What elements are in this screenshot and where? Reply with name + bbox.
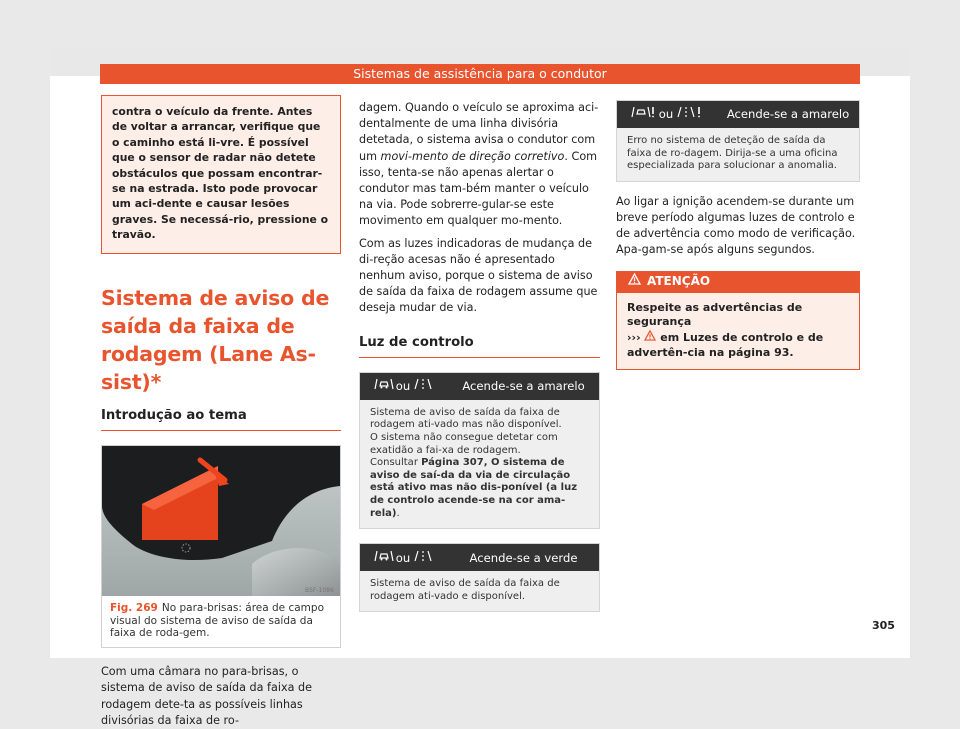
column-middle xyxy=(359,100,600,612)
reference-link[interactable]: Página 307, O sistema de aviso de saí-da da via de circulação está ativo mas não dis-ponível (a luz de controlo acende-se na cor ama-rela) xyxy=(370,457,578,519)
control-light-description: Sistema de aviso de saída da faixa de rodagem ati-vado e disponível. xyxy=(360,571,599,611)
figure-caption-text: No para-brisas: área de campo visual do sistema de aviso de saída da faixa de roda-gem. xyxy=(110,601,325,640)
description-reference xyxy=(370,457,589,520)
figure-code: B5F-1086 xyxy=(305,586,334,594)
lane-assist-car-error-icon xyxy=(632,106,656,122)
column-left xyxy=(101,95,341,729)
or-text: ou xyxy=(395,550,411,565)
ignition-paragraph: Ao ligar a ignição acendem-se durante um breve período algumas luzes de controlo e de advertência como modo de verificação. Apa-gam-se após alguns segundos. xyxy=(616,194,856,257)
lane-lines-icon xyxy=(413,378,433,394)
section-title: Sistema de aviso de saída da faixa de rodagem (Lane As-sist)* xyxy=(101,285,330,394)
warning-triangle-icon xyxy=(628,273,641,289)
control-light-status: Acende-se a amarelo xyxy=(462,379,585,394)
attention-reference[interactable] xyxy=(627,330,849,361)
reference-suffix: . xyxy=(396,507,400,519)
lane-assist-car-icon xyxy=(375,378,393,394)
control-light-description xyxy=(360,400,599,528)
control-light-header xyxy=(360,544,599,571)
windshield-camera-image xyxy=(102,446,340,596)
column-right xyxy=(616,100,860,370)
figure-caption xyxy=(102,596,340,647)
figure-label: Fig. 269 xyxy=(110,601,158,614)
page-header: Sistemas de assistência para o condutor xyxy=(100,64,860,84)
control-light-header xyxy=(360,373,599,400)
page-number: 305 xyxy=(872,619,895,632)
figure-269 xyxy=(101,445,341,648)
lane-assist-car-icon xyxy=(375,550,393,566)
intro-paragraph: Com uma câmara no para-brisas, o sistema de aviso de saída da faixa de rodagem dete-ta as possíveis linhas divisórias da faixa de ro- xyxy=(101,665,312,727)
control-light-icons xyxy=(617,106,717,122)
lane-lines-error-icon xyxy=(676,106,702,122)
control-light-icons xyxy=(360,550,448,566)
control-light-box-yellow xyxy=(359,372,600,529)
control-light-description: Erro no sistema de deteção de saída da faixa de ro-dagem. Dirija-se a uma oficina especializada para solucionar a anomalia. xyxy=(617,128,859,181)
or-text: ou xyxy=(395,379,411,394)
control-light-icons xyxy=(360,378,448,394)
attention-line: Respeite as advertências de segurança xyxy=(627,300,803,329)
warning-triangle-icon xyxy=(644,330,656,346)
subsection-title: Introdução ao tema xyxy=(101,408,341,431)
warning-continuation-box: contra o veículo da frente. Antes de voltar a arrancar, verifique que o caminho está li-vre. É possível que o sensor de radar não detete obstáculos que possam encontrar-se na estrada. Isto pode provocar um aci-dente e causar lesões graves. Se necessá-rio, pressione o travão. xyxy=(101,95,341,254)
description-line: Sistema de aviso de saída da faixa de rodagem ati-vado mas não disponível. xyxy=(370,406,562,431)
control-light-box-error xyxy=(616,100,860,182)
reference-arrows: ››› xyxy=(627,331,641,345)
control-light-status: Acende-se a verde xyxy=(469,550,578,565)
description-paragraph xyxy=(359,100,600,230)
control-light-header xyxy=(617,101,859,128)
para-text: . Com isso, tenta-se não apenas alertar o condutor mas tam-bém manter o veículo na via. Pode sobrerre-gular-se este movimento em qualquer mo-mento. xyxy=(359,149,598,228)
indicator-paragraph: Com as luzes indicadoras de mudança de di-reção acesas não é apresentado nenhum aviso, porque o sistema de aviso de saída da faixa de rodagem assume que deseja mudar de via. xyxy=(359,236,598,315)
reference-text: em Luzes de controlo e de advertên-cia na página 93. xyxy=(627,331,824,359)
attention-header xyxy=(616,271,860,293)
or-text: ou xyxy=(658,107,674,122)
attention-body xyxy=(616,293,860,370)
para-emphasis: movi-mento de direção corretivo xyxy=(380,149,565,163)
control-light-status: Acende-se a amarelo xyxy=(726,107,850,122)
attention-heading: ATENÇÃO xyxy=(647,274,711,289)
reference-prefix: Consultar xyxy=(370,457,422,469)
control-light-box-green xyxy=(359,543,600,612)
description-line: O sistema não consegue detetar com exatidão a fai-xa de rodagem. xyxy=(370,432,558,456)
para-text: dagem. Quando o veículo se aproxima aci-dentalmente de uma linha divisória detetada, o sistema avisa o condutor com um xyxy=(359,101,599,163)
lane-lines-icon xyxy=(413,550,433,566)
control-light-title: Luz de controlo xyxy=(359,335,600,358)
